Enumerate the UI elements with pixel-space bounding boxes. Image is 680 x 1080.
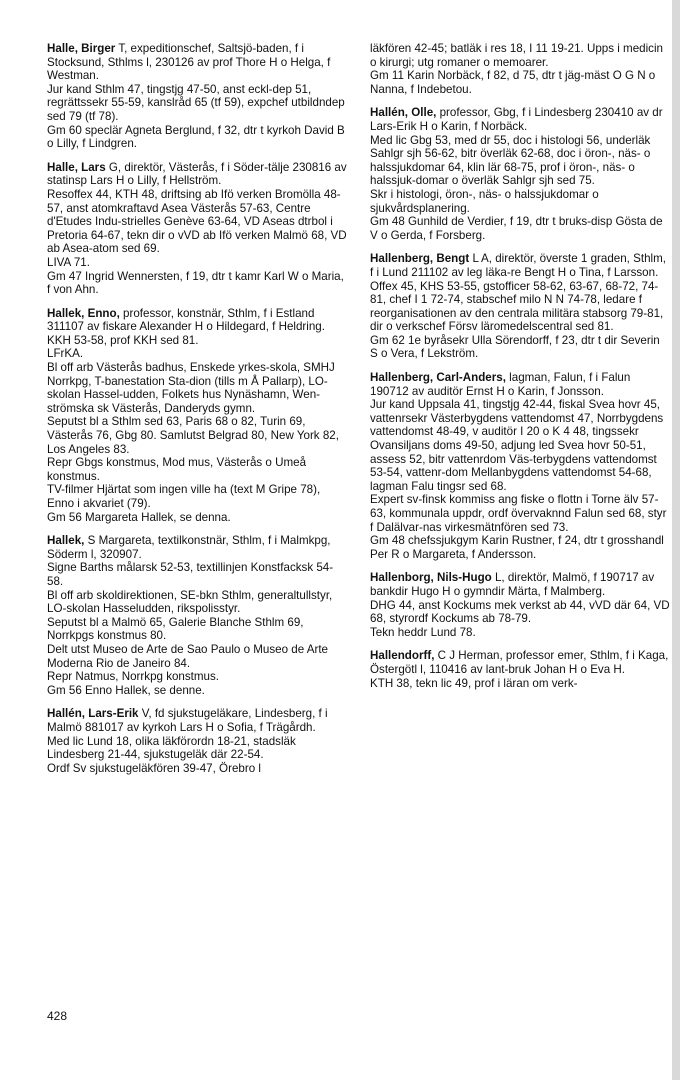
entry-paragraph: KTH 38, tekn lic 49, prof i läran om verk-	[370, 676, 578, 690]
entry-intro: L, direktör, Malmö, f 190717 av bankdir Hugo H o gymndir Märta, f Malmberg.	[370, 571, 655, 598]
entry-paragraph: Med lic Gbg 53, med dr 55, doc i histologi 56, underläk Sahlgr sjh 56-62, bitr överläk 62-68, doc i öron-, näs- o halssjukdomar 64, klin lär 68-75, prof i öron-, näs- o halssjuk-domar o överläk Sahlgr sjh sed 75.	[370, 133, 651, 188]
entry-paragraph: Repr Gbgs konstmus, Mod mus, Västerås o Umeå konstmus.	[47, 456, 307, 483]
entry-paragraph: DHG 44, anst Kockums mek verkst ab 44, vVD där 64, VD 68, styrordf Kockums ab 78-79.	[370, 598, 670, 626]
entry-paragraph: Jur kand Sthlm 47, tingstjg 47-50, anst eckl-dep 51, regrättssekr 55-59, kanslråd 65 (tf 59), expchef utbildndep sed 79 (tf 78).	[47, 82, 345, 123]
entry-paragraph: Delt utst Museo de Arte de Sao Paulo o Museo de Arte Moderna Rio de Janeiro 84.	[47, 642, 328, 670]
entry-paragraph: Gm 11 Karin Norbäck, f 82, d 75, dtr t jäg-mäst O G N o Nanna, f Indebetou.	[370, 69, 656, 96]
biography-entry	[370, 42, 670, 96]
entry-paragraph: Expert sv-finsk kommiss ang fiske o flottn i Torne älv 57-63, kommunala uppdr, ordf övervaknnd Falun sed 68, styr f Dalälvar-nas virkesmätnfören sed 73.	[370, 493, 667, 534]
entry-name: Hallén, Lars-Erik	[47, 707, 139, 721]
biography-entry	[370, 571, 670, 639]
entry-intro: lagman, Falun, f i Falun 190712 av auditör Ernst H o Karin, f Jonsson.	[370, 371, 631, 398]
biography-entry	[370, 106, 670, 242]
biography-entry	[370, 649, 670, 690]
entry-intro: läkfören 42-45; batläk i res 18, I 11 19-21. Upps i medicin o kirurgi; utg romaner o memoarer.	[370, 42, 664, 69]
entry-paragraph: Gm 56 Enno Hallek, se denne.	[47, 683, 205, 697]
biography-entry	[47, 307, 347, 525]
entry-paragraph: Gm 62 1e byråsekr Ulla Sörendorff, f 23, dtr t dir Severin S o Vera, f Lekström.	[370, 333, 660, 361]
entry-paragraph: Gm 47 Ingrid Wennersten, f 19, dtr t kamr Karl W o Maria, f von Ahn.	[47, 269, 344, 297]
entry-heading-line	[47, 307, 347, 334]
entry-heading-line	[47, 534, 347, 561]
entry-paragraph: KKH 53-58, prof KKH sed 81.	[47, 333, 199, 347]
entry-name: Hallek, Enno,	[47, 306, 120, 320]
entry-heading-line	[370, 371, 670, 398]
entry-intro: S Margareta, textilkonstnär, Sthlm, f i Malmkpg, Söderm l, 320907.	[47, 534, 331, 561]
right-column	[370, 42, 670, 700]
entry-paragraph: Repr Natmus, Norrkpg konstmus.	[47, 670, 220, 684]
entry-paragraph: Gm 48 Gunhild de Verdier, f 19, dtr t bruks-disp Gösta de V o Gerda, f Forsberg.	[370, 215, 663, 242]
entry-name: Hallek,	[47, 534, 85, 548]
entry-paragraph: Tekn heddr Lund 78.	[370, 625, 476, 639]
entry-name: Hallenberg, Carl-Anders,	[370, 371, 506, 385]
entry-intro: professor, konstnär, Sthlm, f i Estland 311107 av fiskare Alexander H o Hildegard, f Heldring.	[47, 306, 325, 334]
entry-paragraph: Jur kand Uppsala 41, tingstjg 42-44, fiskal Svea hovr 45, vattenrsekr Västerbygdens vattendomst 47, Norrbygdens vattendomst 48-49, v auditör I 20 o K 4 48, tingssekr Ovansiljans doms 49-50, adjung led Svea hovr 50-51, assess 52, bitr vattenrdom Väs-terbygdens vattendomst 53-54, vattenr-dom Mellanbygdens vattendomst 54-68, lagman Falu tingsr sed 68.	[370, 398, 664, 493]
entry-paragraph: Skr i histologi, öron-, näs- o halssjukdomar o sjukvårdsplanering.	[370, 187, 599, 215]
entry-paragraph: Gm 60 speclär Agneta Berglund, f 32, dtr t kyrkoh David B o Lilly, f Lindgren.	[47, 123, 345, 151]
entry-heading-line	[370, 252, 670, 279]
page-edge-shadow	[672, 0, 680, 1080]
entry-heading-line	[370, 649, 670, 676]
biography-entry	[370, 252, 670, 361]
entry-intro: G, direktör, Västerås, f i Söder-tälje 230816 av statinsp Lars H o Lilly, f Hellström.	[47, 160, 347, 188]
entry-paragraph: Seputst bl a Sthlm sed 63, Paris 68 o 82, Turin 69, Västerås 76, Gbg 80. Samlutst Belgrad 80, New York 82, Los Angeles 83.	[47, 415, 339, 456]
biography-entry	[47, 161, 347, 297]
biography-entry	[47, 707, 347, 775]
entry-paragraph: Gm 56 Margareta Hallek, se denna.	[47, 510, 231, 524]
entry-name: Hallendorff,	[370, 649, 435, 663]
entry-paragraph: Bl off arb skoldirektionen, SE-bkn Sthlm, generaltullstyr, LO-skolan Hasseludden, rikspolisstyr.	[47, 588, 333, 616]
entry-name: Hallenberg, Bengt	[370, 252, 470, 266]
entry-intro: L A, direktör, överste 1 graden, Sthlm, f i Lund 211102 av leg läka-re Bengt H o Tina, f Larsson.	[370, 252, 666, 279]
entry-intro: T, expeditionschef, Saltsjö-baden, f i Stocksund, Sthlms l, 230126 av prof Thore H o Helga, f Westman.	[47, 42, 331, 83]
entry-paragraph: Signe Barths målarsk 52-53, textillinjen Konstfacksk 54-58.	[47, 561, 334, 588]
page-number: 428	[47, 1009, 68, 1023]
entry-paragraph: Ordf Sv sjukstugeläkfören 39-47, Örebro l	[47, 761, 261, 775]
biography-entry	[370, 371, 670, 561]
entry-paragraph: Bl off arb Västerås badhus, Enskede yrkes-skola, SMHJ Norrkpg, T-banestation Sta-dion (tills m Å Pallarp), LO-skolan Hassel-udden, Folkets hus Nynäshamn, Wen-strömska sk Västerås, Danderyds gymn.	[47, 361, 335, 415]
entry-paragraph: Resoffex 44, KTH 48, driftsing ab Ifö verken Bromölla 48-57, anst atomkraftavd Asea Västerås 57-63, Centre d'Etudes Indu-strielles Genève 63-64, VD Aseas dtrbol i Pretoria 64-67, tekn dir o vVD ab Ifö verken Malmö 68, VD ab Asea-atom sed 69.	[47, 187, 347, 256]
biography-entry	[47, 534, 347, 697]
entry-heading-line	[370, 42, 670, 69]
entry-heading-line	[370, 571, 670, 598]
entry-name: Halle, Birger	[47, 42, 116, 55]
entry-paragraph: Seputst bl a Malmö 65, Galerie Blanche Sthlm 69, Norrkpgs konstmus 80.	[47, 615, 304, 643]
entry-heading-line	[47, 42, 347, 83]
entry-name: Halle, Lars	[47, 160, 106, 174]
entry-heading-line	[47, 707, 347, 734]
left-column	[47, 42, 347, 785]
entry-intro: V, fd sjukstugeläkare, Lindesberg, f i Malmö 881017 av kyrkoh Lars H o Sofia, f Trägårdh.	[47, 707, 328, 734]
entry-intro: professor, Gbg, f i Lindesberg 230410 av dr Lars-Erik H o Karin, f Norbäck.	[370, 106, 663, 133]
entry-paragraph: Gm 48 chefssjukgym Karin Rustner, f 24, dtr t grosshandl Per R o Margareta, f Andersson.	[370, 534, 664, 561]
entry-paragraph: Med lic Lund 18, olika läkförordn 18-21, stadsläk Lindesberg 21-44, sjukstugeläk där 22-54.	[47, 734, 296, 762]
entry-paragraph: Offex 45, KHS 53-55, gstofficer 58-62, 63-67, 68-72, 74-81, chef I 1 72-74, stabschef milo N N 74-78, ledare f reorganisationen av den centrala militära stabsorg 79-81, dir o verkschef Försv läromedelscentral sed 81.	[370, 279, 664, 334]
entry-heading-line	[370, 106, 670, 133]
entry-intro: C J Herman, professor emer, Sthlm, f i Kaga, Östergötl l, 110416 av lant-bruk Johan H o Eva H.	[370, 649, 669, 676]
biography-entry	[47, 42, 347, 151]
entry-heading-line	[47, 161, 347, 188]
entry-name: Hallén, Olle,	[370, 106, 437, 120]
entry-name: Hallenborg, Nils-Hugo	[370, 571, 492, 585]
entry-paragraph: LFrKA.	[47, 347, 84, 361]
entry-paragraph: LIVA 71.	[47, 255, 90, 269]
entry-paragraph: TV-filmer Hjärtat som ingen ville ha (text M Gripe 78), Enno i akvariet (79).	[47, 483, 321, 510]
